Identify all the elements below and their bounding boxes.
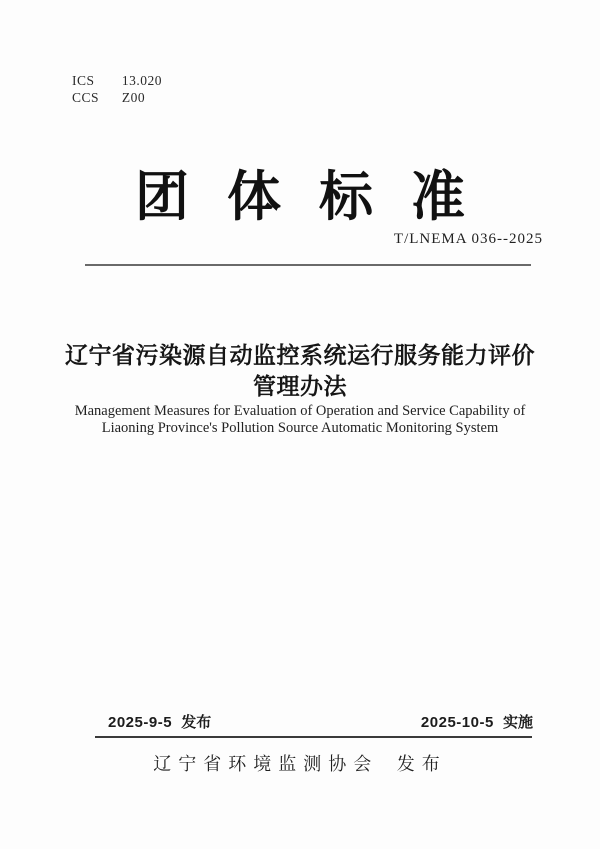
ics-code-row <box>72 72 162 89</box>
document-title-zh-line1: 辽宁省污染源自动监控系统运行服务能力评价 <box>65 342 535 368</box>
ccs-value: Z00 <box>121 90 146 105</box>
ccs-label: CCS <box>72 90 100 105</box>
document-title-zh <box>40 340 560 402</box>
standard-number: T/LNEMA 036--2025 <box>393 231 543 247</box>
issue-date-group <box>108 711 211 732</box>
publisher-action-label: 发布 <box>396 754 447 774</box>
classification-codes <box>72 72 162 106</box>
issue-date: 2025-9-5 <box>108 714 173 731</box>
dates-row <box>108 711 533 732</box>
ics-label: ICS <box>72 73 95 88</box>
issue-label: 发布 <box>181 714 212 731</box>
implement-date: 2025-10-5 <box>420 714 494 731</box>
footer-rule <box>95 736 532 738</box>
ccs-code-row <box>72 89 162 106</box>
ics-value: 13.020 <box>121 73 162 88</box>
standard-type-title: 团体标准 <box>135 167 503 227</box>
implement-label: 实施 <box>502 714 533 731</box>
document-title-en <box>50 403 550 436</box>
header-rule <box>85 264 531 266</box>
publisher-row <box>0 750 600 776</box>
document-title-en-line1: Management Measures for Evaluation of Operation and Service Capability of <box>74 403 526 419</box>
document-title-zh-line2: 管理办法 <box>253 373 347 399</box>
publisher-name: 辽宁省环境监测协会 <box>153 754 379 774</box>
implement-date-group <box>421 711 533 732</box>
document-title-en-line2: Liaoning Province's Pollution Source Automatic Monitoring System <box>101 419 499 436</box>
